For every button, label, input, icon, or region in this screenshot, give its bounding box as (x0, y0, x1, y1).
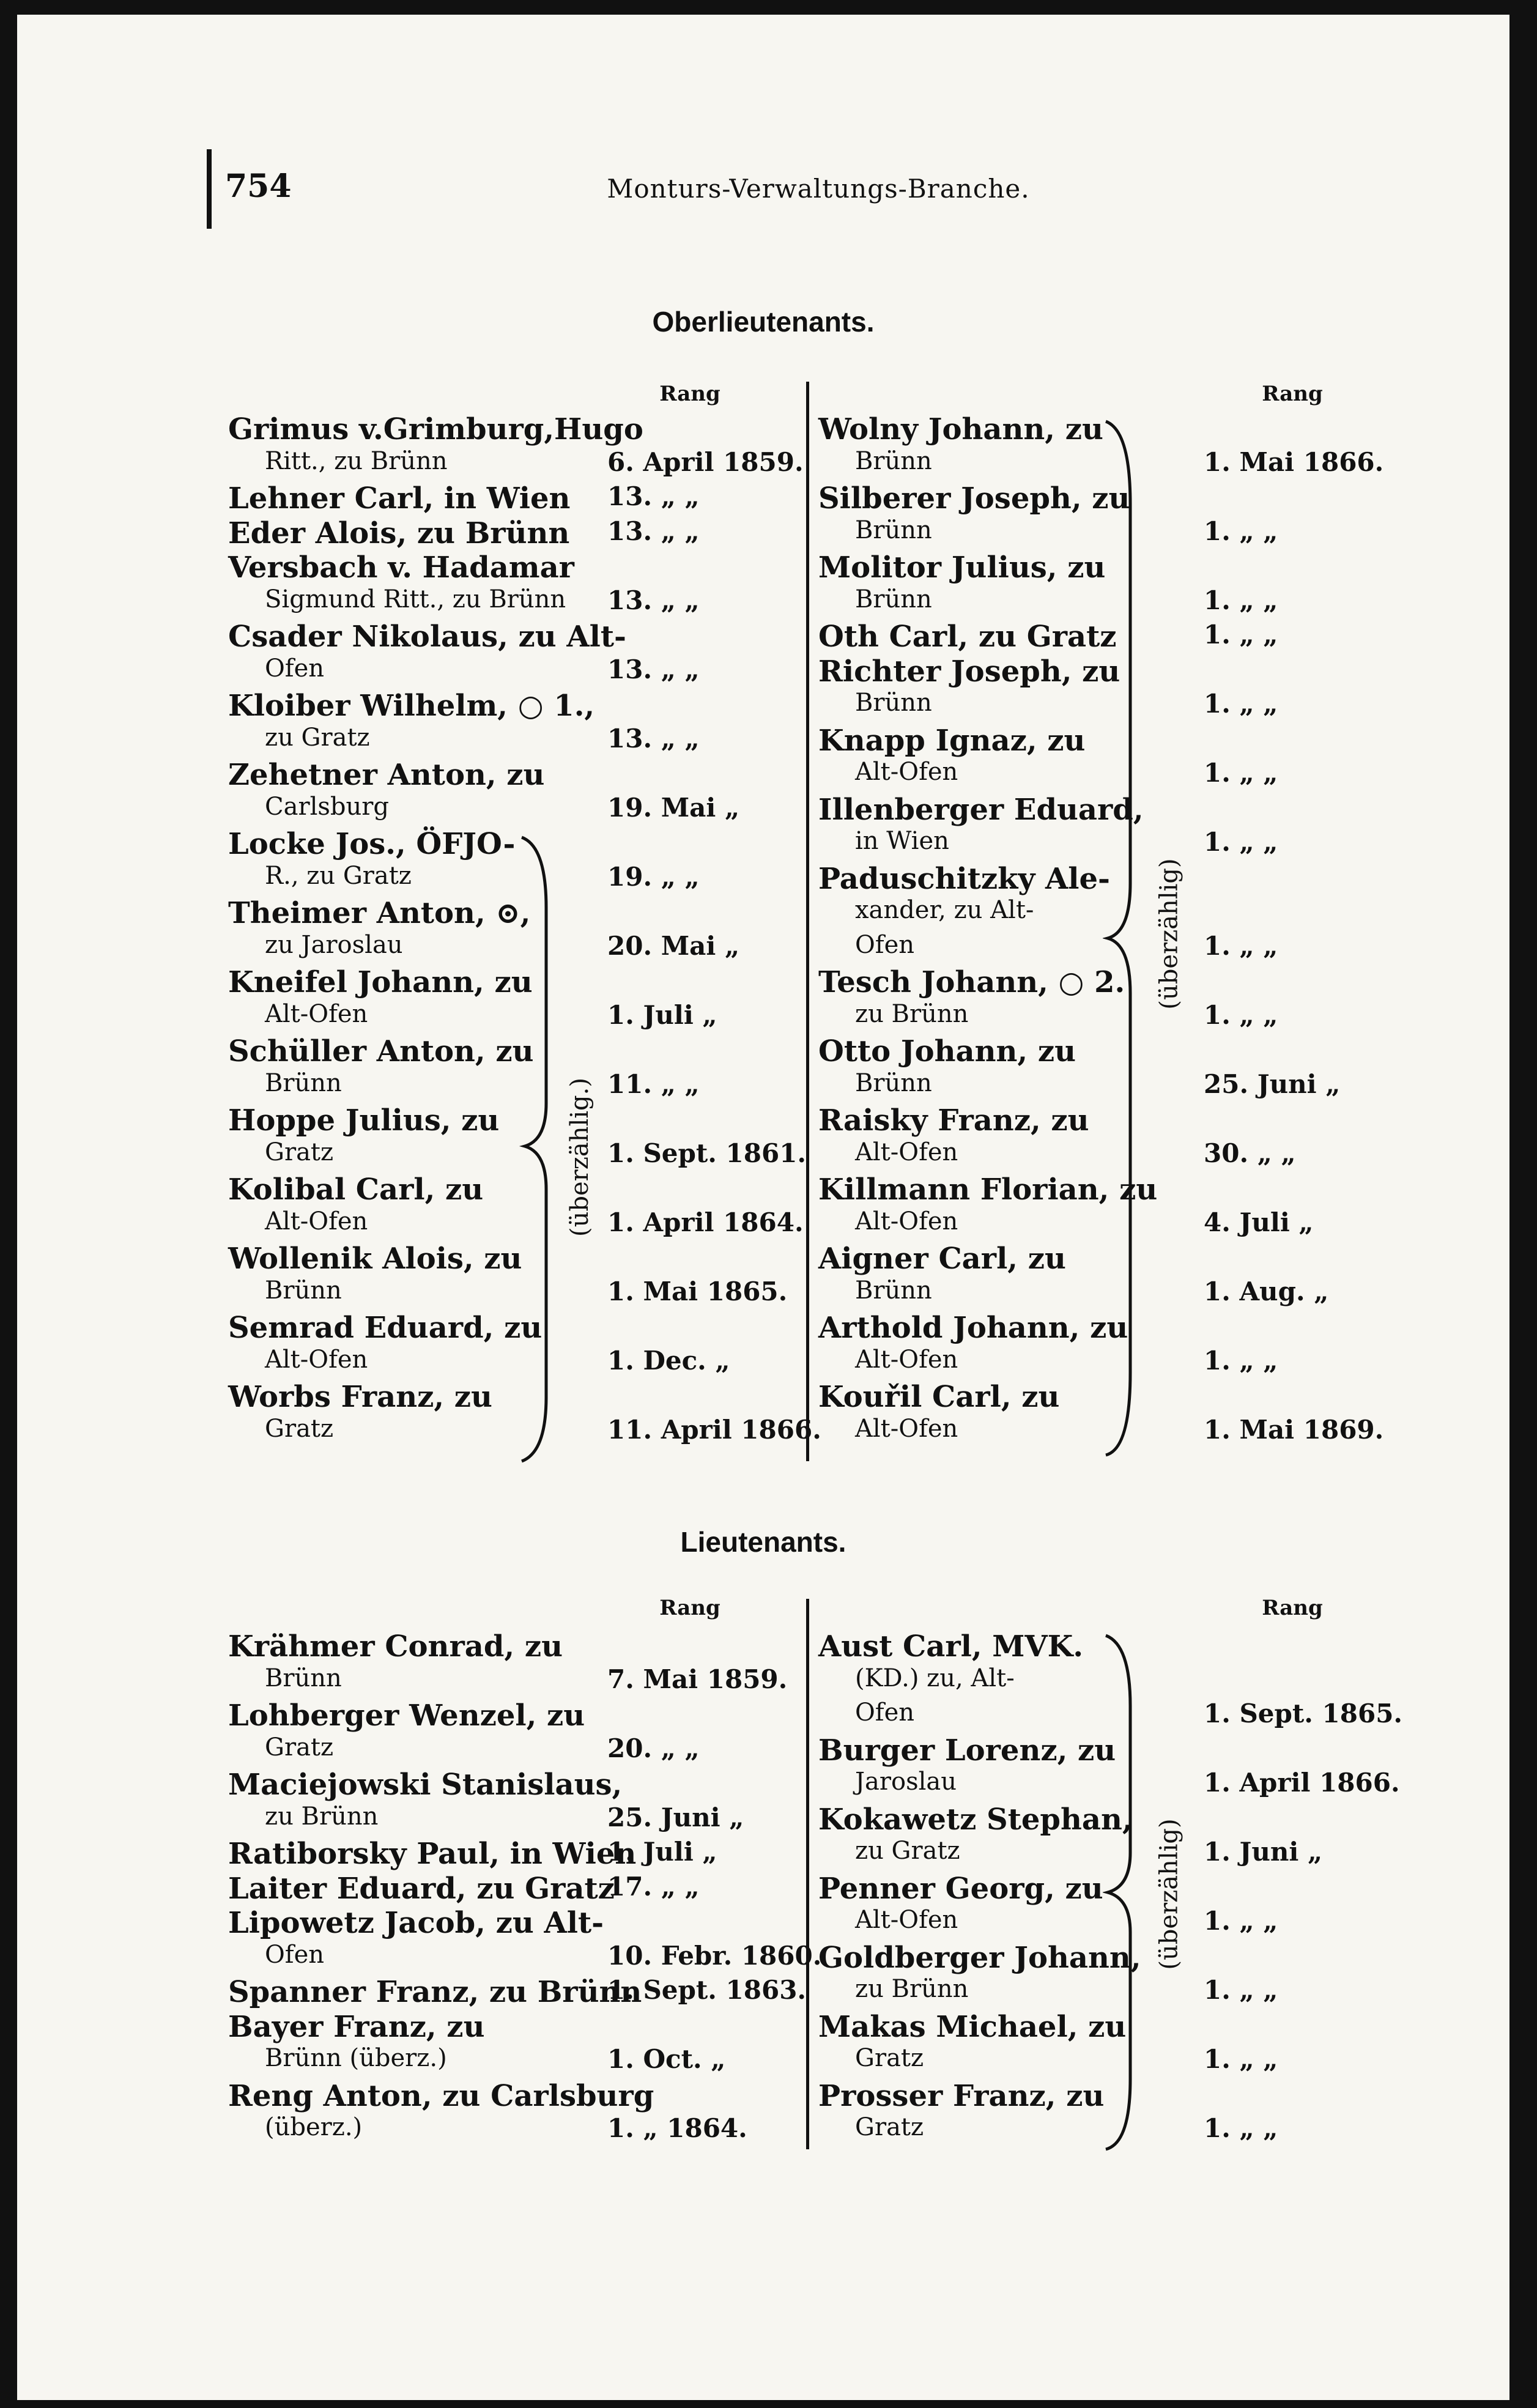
entry-detail: zu Brünn (855, 1975, 969, 2003)
entry-rank: 19. „ „ (607, 861, 700, 892)
entry-rank: 11. April 1866. (607, 1414, 821, 1445)
entry-name: Hoppe Julius, zu (228, 1103, 500, 1138)
entry-detail: xander, zu Alt- (855, 896, 1034, 924)
entry-detail: Brünn (855, 1069, 932, 1097)
entry-rank: 1. „ „ (1204, 516, 1278, 546)
page-number: 754 (225, 168, 292, 205)
entry-rank: 7. Mai 1859. (607, 1664, 788, 1694)
rank-header-left-2: Rang (659, 1596, 720, 1620)
entry-name: Arthold Johann, zu (818, 1311, 1128, 1345)
entry-rank: 1. Dec. „ (607, 1345, 730, 1376)
entry-rank: 1. „ „ (1204, 1906, 1278, 1936)
entry-name: Otto Johann, zu (818, 1034, 1076, 1069)
entry-detail: Brünn (265, 1276, 342, 1305)
entry-name: Wolny Johann, zu (818, 412, 1103, 446)
entry-detail: zu Gratz (265, 723, 370, 752)
entry-rank: 1. „ „ (1204, 2113, 1278, 2143)
entry-rank: 1. Sept. 1861. (607, 1138, 807, 1168)
bracket-label-right-2: (überzählig) (1155, 1818, 1183, 1970)
entry-rank: 1. Sept. 1865. (1204, 1699, 1403, 1728)
entry-name: Kolibal Carl, zu (228, 1173, 484, 1207)
right-bracket-oberlieutenants (1103, 418, 1139, 1458)
bracket-label-left: (überzählig.) (565, 1078, 594, 1237)
entry-rank: 1. Sept. 1863. (607, 1975, 807, 2005)
entry-rank: 1. „ „ (1204, 827, 1278, 857)
entry-detail: Brünn (überz.) (265, 2044, 447, 2072)
column-divider (806, 382, 809, 1461)
entry-detail: R., zu Gratz (265, 861, 412, 890)
entry-name: Grimus v.Grimburg,Hugo (228, 412, 643, 446)
entry-detail: Brünn (855, 446, 932, 475)
entry-rank: 17. „ „ (607, 1871, 700, 1902)
section-title-oberlieutenants: Oberlieutenants. (652, 306, 875, 338)
entry-detail: Alt-Ofen (265, 999, 368, 1028)
running-title: Monturs-Verwaltungs-Branche. (607, 174, 1030, 204)
entry-detail: Ofen (855, 1699, 915, 1727)
entry-rank: 1. „ „ (1204, 1345, 1278, 1376)
entry-detail: Gratz (265, 1733, 334, 1762)
entry-name: Aust Carl, MVK. (818, 1629, 1084, 1664)
left-bracket-oberlieutenants (519, 834, 555, 1464)
entry-name: Semrad Eduard, zu (228, 1311, 543, 1345)
entry-name: Krähmer Conrad, zu (228, 1629, 563, 1664)
entry-rank: 1. „ „ (1204, 999, 1278, 1030)
entry-name: Goldberger Johann, (818, 1940, 1141, 1975)
entry-detail: Ofen (265, 654, 325, 683)
entry-detail: Jaroslau (855, 1768, 957, 1796)
entry-rank: 10. Febr. 1860. (607, 1940, 822, 1971)
oberlieutenants-left-list (228, 412, 821, 1464)
entry-name: Bayer Franz, zu (228, 2009, 485, 2044)
right-bracket-lieutenants (1103, 1632, 1139, 2152)
entry-name: Kokawetz Stephan, (818, 1802, 1133, 1837)
entry-rank: 1. „ „ (1204, 2044, 1278, 2074)
entry-rank: 6. April 1859. (607, 446, 804, 477)
column-divider-2 (806, 1599, 809, 2149)
entry-detail: in Wien (855, 827, 949, 855)
entry-detail: Sigmund Ritt., zu Brünn (265, 585, 566, 613)
entry-detail: Carlsburg (265, 792, 389, 821)
entry-name: Lehner Carl, in Wien (228, 481, 571, 516)
entry-name: Theimer Anton, ⊙, (228, 896, 531, 930)
entry-detail: Alt-Ofen (855, 1414, 958, 1443)
page-header (17, 168, 1509, 223)
entry-rank: 1. Juli „ (607, 999, 717, 1030)
entry-detail: Alt-Ofen (855, 1138, 958, 1166)
entry-name: Silberer Joseph, zu (818, 481, 1130, 516)
entry-detail: Ritt., zu Brünn (265, 446, 448, 475)
entry-rank: 30. „ „ (1204, 1138, 1296, 1168)
rank-header-right-2: Rang (1262, 1596, 1323, 1620)
entry-rank: 13. „ „ (607, 585, 700, 615)
entry-detail: Brünn (265, 1069, 342, 1097)
entry-rank: 25. Juni „ (607, 1802, 744, 1832)
entry-rank: 4. Juli „ (1204, 1207, 1314, 1237)
entry-detail: Alt-Ofen (855, 1345, 958, 1374)
entry-name: Prosser Franz, zu (818, 2078, 1105, 2113)
entry-detail: zu Brünn (265, 1802, 379, 1831)
entry-detail: Brünn (855, 689, 932, 717)
entry-name: Aigner Carl, zu (818, 1242, 1066, 1276)
entry-detail: Brünn (855, 1276, 932, 1305)
entry-name: Wollenik Alois, zu (228, 1242, 522, 1276)
entry-detail: Alt-Ofen (855, 1906, 958, 1934)
entry-detail: Ofen (265, 1940, 325, 1969)
entry-name: Spanner Franz, zu Brünn (228, 1975, 642, 2009)
entry-name: Makas Michael, zu (818, 2009, 1127, 2044)
entry-name: Richter Joseph, zu (818, 654, 1120, 689)
entry-rank: 1. Juli „ (607, 1837, 717, 1867)
entry-name: Tesch Johann, ○ 2. (818, 965, 1125, 999)
entry-name: Burger Lorenz, zu (818, 1733, 1116, 1768)
entry-detail: Brünn (855, 585, 932, 613)
entry-name: Raisky Franz, zu (818, 1103, 1089, 1138)
entry-detail: Alt-Ofen (265, 1345, 368, 1374)
entry-rank: 20. „ „ (607, 1733, 700, 1763)
entry-detail: Ofen (855, 930, 915, 959)
entry-name: Paduschitzky Ale- (818, 861, 1110, 896)
entry-rank: 13. „ „ (607, 723, 700, 754)
entry-rank: 1. „ „ (1204, 689, 1278, 719)
lieutenants-left-list (228, 1629, 822, 2155)
entry-name: Knapp Ignaz, zu (818, 723, 1086, 758)
entry-detail: (KD.) zu, Alt- (855, 1664, 1015, 1692)
entry-name: Reng Anton, zu Carlsburg (228, 2078, 654, 2113)
entry-name: Locke Jos., ÖFJO- (228, 827, 516, 861)
rank-header-right: Rang (1262, 382, 1323, 406)
entry-rank: 20. Mai „ (607, 930, 740, 961)
entry-rank: 1. Mai 1866. (1204, 446, 1384, 477)
entry-detail: Brünn (265, 1664, 342, 1692)
entry-rank: 1. Mai 1869. (1204, 1414, 1384, 1445)
entry-name: Oth Carl, zu Gratz (818, 620, 1117, 654)
entry-name: Schüller Anton, zu (228, 1034, 534, 1069)
entry-detail: Gratz (855, 2044, 924, 2072)
entry-name: Ratiborsky Paul, in Wien (228, 1837, 637, 1871)
entry-rank: 1. „ 1864. (607, 2113, 747, 2143)
entry-rank: 13. „ „ (607, 654, 700, 684)
entry-name: Penner Georg, zu (818, 1871, 1103, 1906)
entry-detail: Alt-Ofen (855, 1207, 958, 1235)
entry-detail: Alt-Ofen (265, 1207, 368, 1235)
entry-name: Worbs Franz, zu (228, 1380, 492, 1414)
entry-rank: 19. Mai „ (607, 792, 740, 823)
entry-rank: 1. „ „ (1204, 758, 1278, 788)
entry-rank: 13. „ „ (607, 516, 700, 546)
entry-name: Lipowetz Jacob, zu Alt- (228, 1906, 604, 1940)
entry-detail: Gratz (855, 2113, 924, 2141)
entry-name: Kouřil Carl, zu (818, 1380, 1060, 1414)
entry-name: Laiter Eduard, zu Gratz (228, 1871, 615, 1906)
entry-name: Versbach v. Hadamar (228, 550, 574, 585)
entry-rank: 1. Oct. „ (607, 2044, 726, 2074)
entry-rank: 1. Juni „ (1204, 1837, 1323, 1867)
entry-detail: zu Gratz (855, 1837, 960, 1865)
entry-rank: 1. „ „ (1204, 585, 1278, 615)
entry-rank: 1. April 1864. (607, 1207, 804, 1237)
book-page (17, 15, 1509, 2400)
entry-rank: 1. „ „ (1204, 1975, 1278, 2005)
entry-detail: Gratz (265, 1414, 334, 1443)
rank-header-left: Rang (659, 382, 720, 406)
entry-rank: 1. Mai 1865. (607, 1276, 788, 1306)
entry-name: Csader Nikolaus, zu Alt- (228, 620, 626, 654)
entry-name: Kloiber Wilhelm, ○ 1., (228, 689, 595, 723)
entry-detail: zu Jaroslau (265, 930, 403, 959)
entry-detail: Gratz (265, 1138, 334, 1166)
entry-rank: 1. Aug. „ (1204, 1276, 1329, 1306)
entry-name: Eder Alois, zu Brünn (228, 516, 570, 550)
entry-rank: 1. April 1866. (1204, 1768, 1400, 1798)
entry-detail: zu Brünn (855, 999, 969, 1028)
entry-detail: Alt-Ofen (855, 758, 958, 786)
entry-detail: Brünn (855, 516, 932, 544)
entry-name: Maciejowski Stanislaus, (228, 1768, 623, 1802)
entry-rank: 13. „ „ (607, 481, 700, 511)
entry-rank: 11. „ „ (607, 1069, 700, 1099)
entry-name: Zehetner Anton, zu (228, 758, 545, 792)
entry-name: Kneifel Johann, zu (228, 965, 533, 999)
entry-rank: 1. „ „ (1204, 930, 1278, 961)
bracket-label-right: (überzählig) (1155, 858, 1183, 1010)
section-title-lieutenants: Lieutenants. (680, 1526, 846, 1558)
entry-rank: 1. „ „ (1204, 620, 1278, 650)
entry-detail: (überz.) (265, 2113, 363, 2141)
entry-name: Molitor Julius, zu (818, 550, 1106, 585)
entry-name: Illenberger Eduard, (818, 792, 1144, 827)
entry-name: Killmann Florian, zu (818, 1173, 1158, 1207)
entry-rank: 25. Juni „ (1204, 1069, 1341, 1099)
entry-name: Lohberger Wenzel, zu (228, 1699, 585, 1733)
